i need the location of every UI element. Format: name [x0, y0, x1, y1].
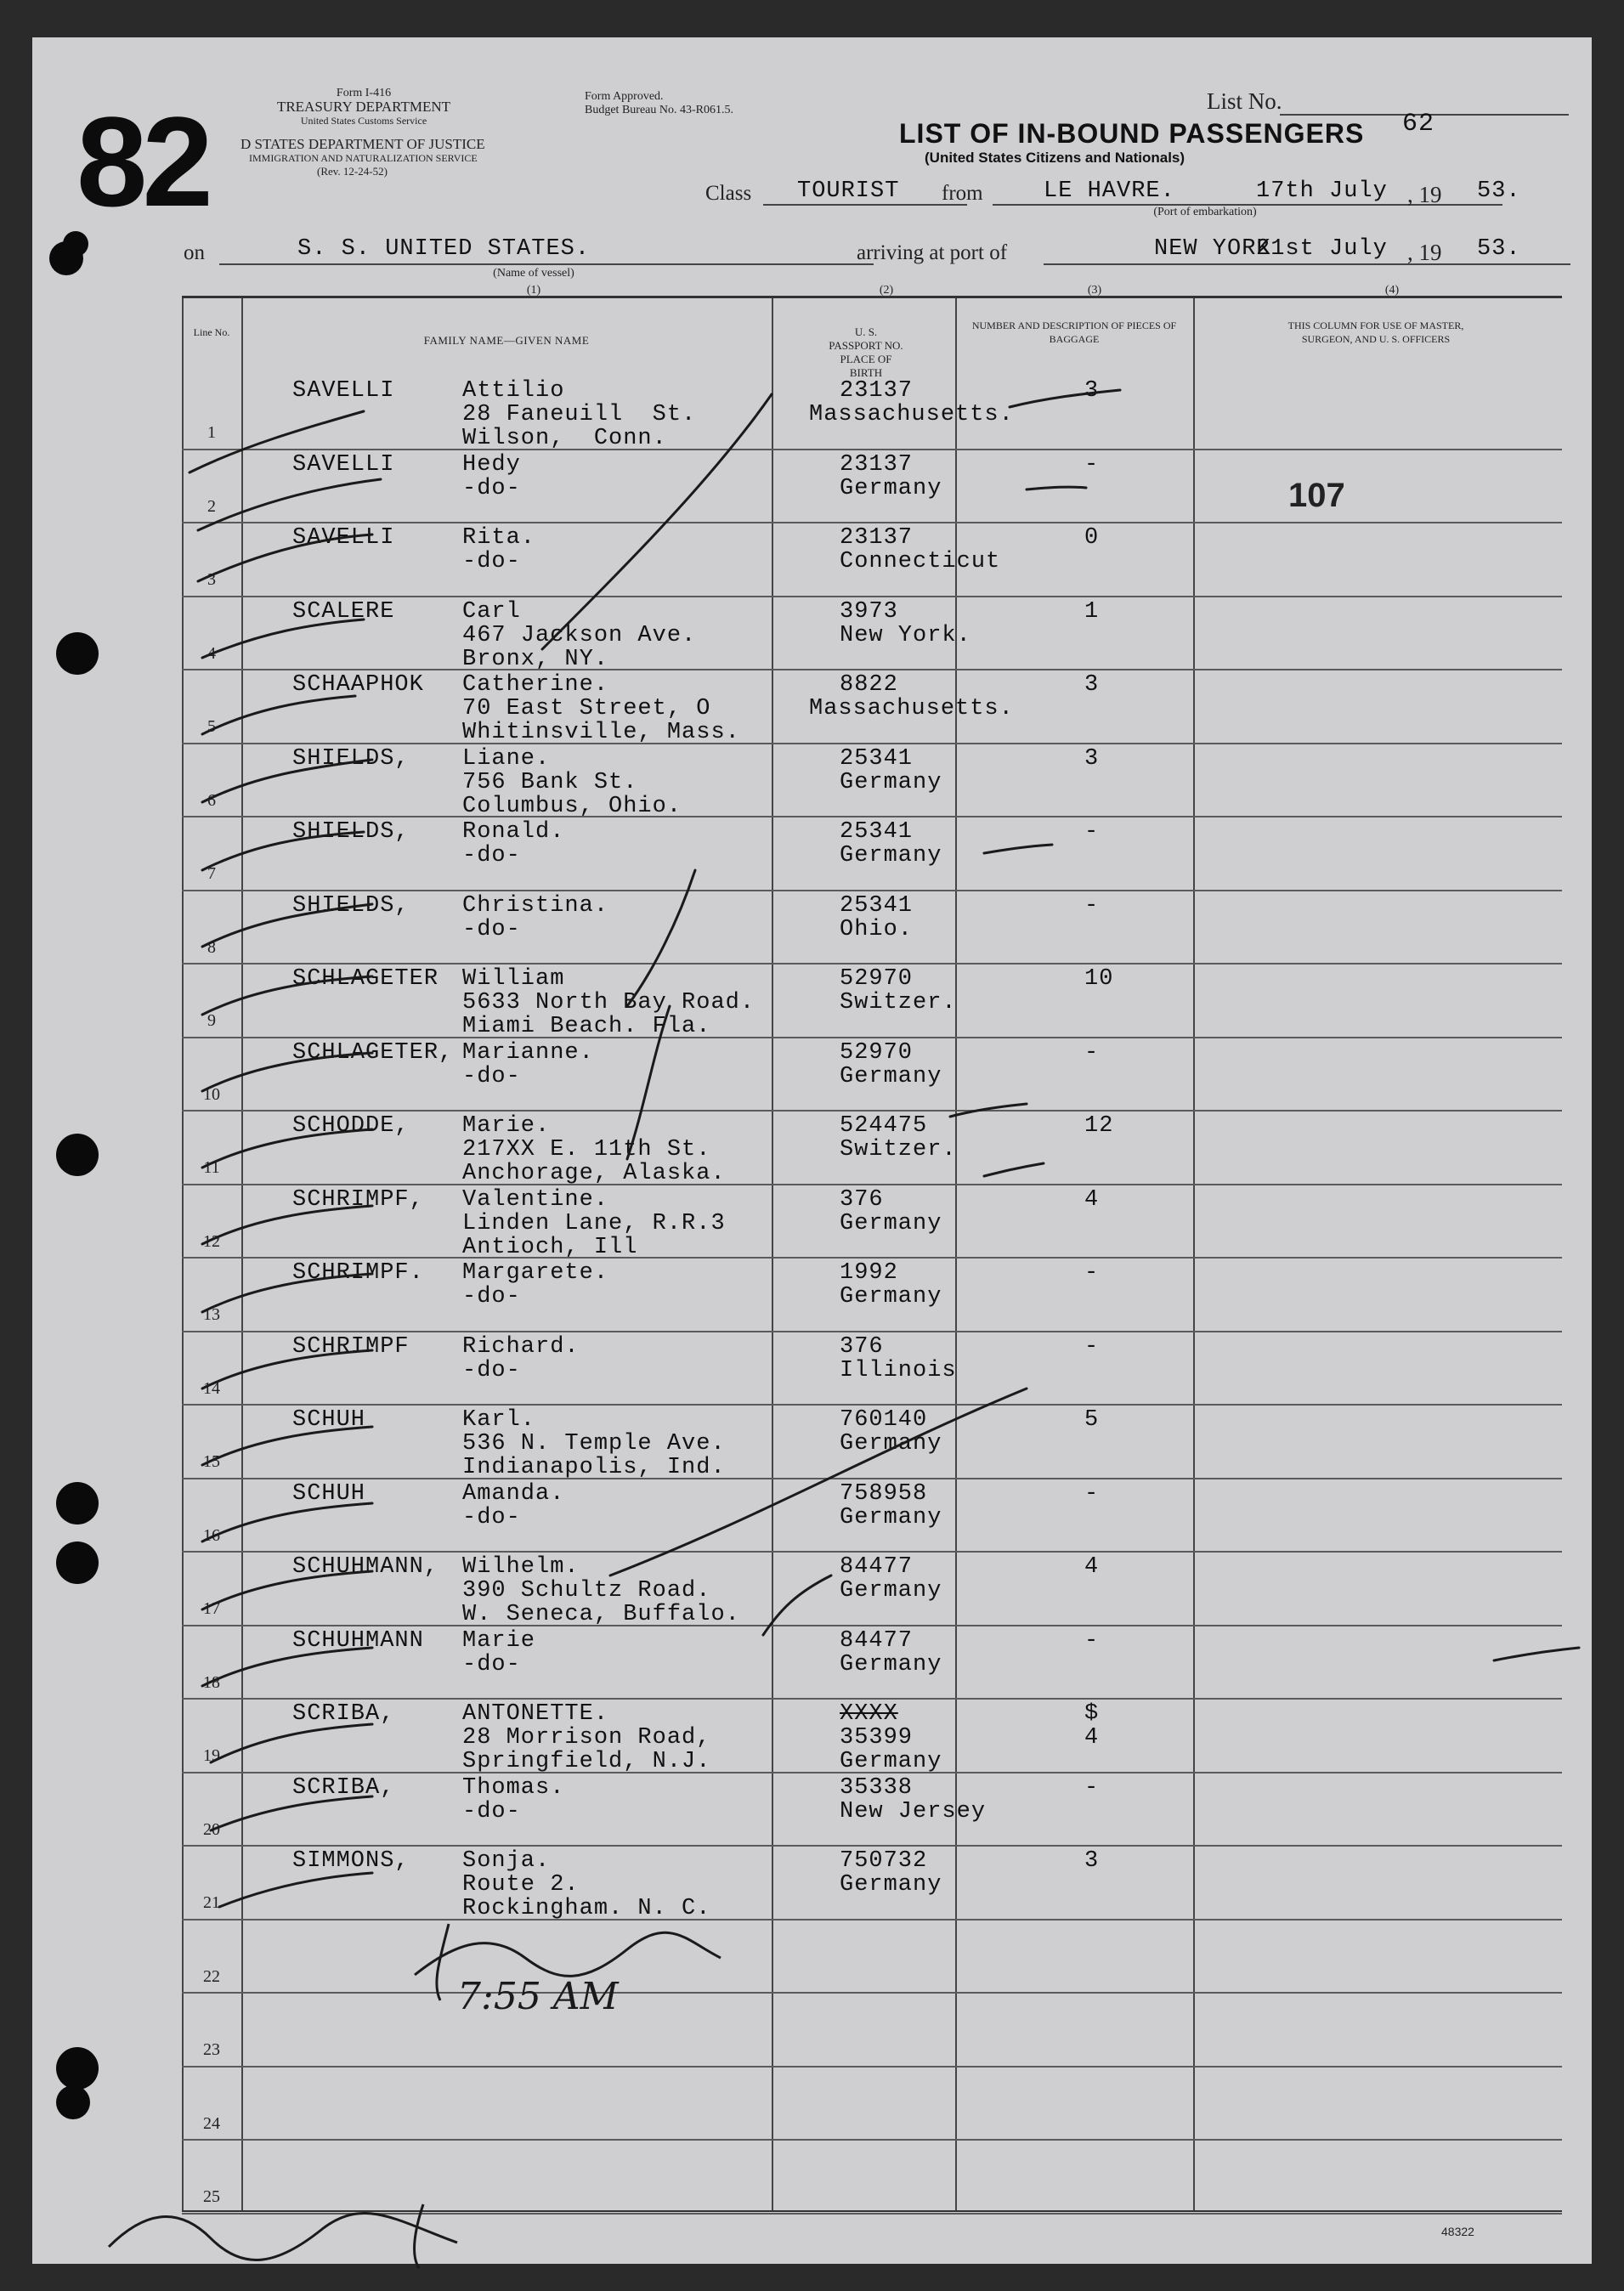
depart-date: 17th July — [1256, 178, 1388, 204]
line-number: 19 — [203, 1746, 220, 1765]
baggage-count: - — [1084, 1774, 1100, 1801]
family-name: SAVELLI — [292, 378, 395, 404]
place-of-birth: Germany — [840, 1872, 942, 1898]
col-num-3: (3) — [1087, 284, 1102, 297]
address-line-2: W. Seneca, Buffalo. — [462, 1602, 740, 1627]
given-name: Christina. — [462, 892, 609, 919]
baggage-count: 3 — [1084, 745, 1100, 772]
line-number: 12 — [203, 1231, 220, 1251]
baggage-count: 5 — [1084, 1407, 1100, 1433]
form-no: Form I-416 — [336, 87, 392, 99]
struck-passport: XXXX — [840, 1701, 898, 1727]
vessel-caption: (Name of vessel) — [493, 267, 574, 280]
baggage-count: 3 — [1084, 378, 1100, 404]
place-of-birth: Illinois — [840, 1357, 957, 1383]
stamp-number: 82 — [76, 90, 208, 233]
col-header-baggage: NUMBER AND DESCRIPTION OF PIECES OF BAGGAGE — [971, 320, 1177, 345]
given-name: ANTONETTE. — [462, 1701, 609, 1727]
baggage-count: - — [1084, 1333, 1100, 1360]
address-line-1: 28 Faneuill St. — [462, 402, 697, 427]
list-no: 62 — [1402, 110, 1435, 139]
page-subtitle: (United States Citizens and Nationals) — [925, 150, 1185, 166]
line-number: 17 — [203, 1599, 220, 1618]
address-line-1: -do- — [462, 549, 521, 574]
signature-bottom — [92, 2196, 500, 2272]
budget-bureau: Budget Bureau No. 43-R061.5. — [585, 104, 733, 116]
given-name: Valentine. — [462, 1186, 609, 1213]
baggage-count: - — [1084, 1260, 1100, 1286]
family-name: SHIELDS, — [292, 745, 410, 772]
given-name: Marie. — [462, 1113, 551, 1139]
address-line-1: 756 Bank St. — [462, 769, 638, 795]
place-of-birth: Massachusetts. — [809, 696, 1014, 721]
place-of-birth: Germany — [840, 1063, 942, 1089]
place-of-birth: Connecticut — [840, 549, 1001, 574]
baggage-count: 10 — [1084, 966, 1114, 992]
line-number: 14 — [203, 1378, 220, 1398]
handwritten-time: 7:55 AM — [457, 1975, 619, 2018]
address-line-1: -do- — [462, 1063, 521, 1089]
line-number: 8 — [207, 937, 216, 957]
address-line-1: -do- — [462, 1357, 521, 1383]
address-line-1: -do- — [462, 1651, 521, 1677]
justice-dept: D STATES DEPARTMENT OF JUSTICE — [240, 136, 485, 152]
line-number: 15 — [203, 1452, 220, 1471]
line-number: 13 — [203, 1305, 220, 1324]
family-name: SAVELLI — [292, 525, 395, 551]
pen-marks — [32, 37, 1592, 2264]
passport-number: 376 — [840, 1333, 884, 1360]
family-name: SCHUH — [292, 1480, 366, 1507]
place-of-birth: Germany — [840, 1749, 942, 1774]
given-name: Richard. — [462, 1333, 580, 1360]
address-line-1: 5633 North Bay Road. — [462, 990, 755, 1015]
given-name: Amanda. — [462, 1480, 565, 1507]
passport-number: 25341 — [840, 819, 914, 845]
address-line-2: Antioch, Ill — [462, 1234, 638, 1260]
family-name: SCHUHMANN — [292, 1627, 424, 1654]
col-num-1: (1) — [526, 284, 541, 297]
place-of-birth: Germany — [840, 475, 942, 501]
given-name: Marianne. — [462, 1039, 594, 1066]
given-name: William — [462, 966, 565, 992]
passport-number: 524475 — [840, 1113, 928, 1139]
passport-number: 8822 — [840, 672, 898, 698]
line-number: 1 — [207, 423, 216, 442]
given-name: Liane. — [462, 745, 551, 772]
given-name: Attilio — [462, 378, 565, 404]
line-number: 6 — [207, 790, 216, 810]
list-no-label: List No. — [1207, 88, 1282, 114]
place-of-birth: Germany — [840, 1431, 942, 1457]
place-of-birth: Germany — [840, 1210, 942, 1236]
address-line-1: 70 East Street, O — [462, 696, 711, 721]
family-name: SCHRIMPF, — [292, 1186, 424, 1213]
struck-baggage: $ — [1084, 1701, 1100, 1727]
address-line-1: Route 2. — [462, 1872, 580, 1898]
given-name: Ronald. — [462, 819, 565, 845]
line-number: 9 — [207, 1011, 216, 1030]
col-header-passport: U. S. PASSPORT NO. PLACE OF BIRTH — [829, 325, 903, 379]
address-line-2: Springfield, N.J. — [462, 1749, 711, 1774]
baggage-count: - — [1084, 1627, 1100, 1654]
col-header-line: Line No. — [193, 326, 230, 338]
passport-number: 23137 — [840, 378, 914, 404]
place-of-birth: Ohio. — [840, 916, 914, 942]
passport-number: 84477 — [840, 1554, 914, 1580]
line-number: 23 — [203, 2040, 220, 2059]
line-number: 5 — [207, 717, 216, 736]
address-line-1: -do- — [462, 843, 521, 868]
address-line-1: -do- — [462, 1284, 521, 1310]
given-name: Marie — [462, 1627, 536, 1654]
line-number: 24 — [203, 2113, 220, 2133]
given-name: Sonja. — [462, 1848, 551, 1874]
family-name: SCHLAGETER, — [292, 1039, 454, 1066]
line-number: 20 — [203, 1819, 220, 1839]
place-of-birth: New Jersey — [840, 1798, 987, 1824]
line-number: 16 — [203, 1525, 220, 1545]
address-line-1: -do- — [462, 1504, 521, 1530]
col-header-officers: THIS COLUMN FOR USE OF MASTER, SURGEON, AND U. S. OFFICERS — [1287, 320, 1464, 345]
baggage-count: - — [1084, 892, 1100, 919]
given-name: Catherine. — [462, 672, 609, 698]
address-line-2: Miami Beach. Fla. — [462, 1014, 711, 1039]
place-of-birth: Switzer. — [840, 1137, 957, 1162]
line-number: 25 — [203, 2187, 220, 2206]
line-number: 22 — [203, 1966, 220, 1986]
depart-year-prefix: , 19 — [1407, 182, 1442, 207]
port-embark-caption: (Port of embarkation) — [1153, 206, 1257, 218]
place-of-birth: Germany — [840, 1284, 942, 1310]
address-line-1: 28 Morrison Road, — [462, 1725, 711, 1751]
line-number: 21 — [203, 1893, 220, 1912]
address-line-2: Columbus, Ohio. — [462, 793, 682, 819]
vessel-name: S. S. UNITED STATES. — [297, 236, 591, 262]
family-name: SHIELDS, — [292, 892, 410, 919]
address-line-1: 467 Jackson Ave. — [462, 622, 697, 648]
family-name: SCHODDE, — [292, 1113, 410, 1139]
place-of-birth: Germany — [840, 1578, 942, 1604]
address-line-1: -do- — [462, 475, 521, 501]
col-header-name: FAMILY NAME—GIVEN NAME — [423, 334, 590, 347]
class-label: Class — [705, 182, 752, 205]
baggage-count: - — [1084, 1480, 1100, 1507]
place-of-birth: New York. — [840, 622, 971, 648]
line-number: 18 — [203, 1672, 220, 1692]
ins-service: IMMIGRATION AND NATURALIZATION SERVICE — [249, 152, 478, 164]
officer-note: 107 — [1288, 477, 1345, 514]
baggage-count: - — [1084, 1039, 1100, 1066]
place-of-birth: Germany — [840, 1651, 942, 1677]
baggage-count: 12 — [1084, 1113, 1114, 1139]
address-line-1: 536 N. Temple Ave. — [462, 1431, 726, 1457]
family-name: SIMMONS, — [292, 1848, 410, 1874]
family-name: SCHUH — [292, 1407, 366, 1433]
passport-number: 84477 — [840, 1627, 914, 1654]
address-line-2: Rockingham. N. C. — [462, 1896, 711, 1921]
address-line-2: Indianapolis, Ind. — [462, 1455, 726, 1480]
family-name: SCRIBA, — [292, 1701, 395, 1727]
passport-number: 23137 — [840, 525, 914, 551]
family-name: SCHRIMPF. — [292, 1260, 424, 1286]
place-of-birth: Germany — [840, 843, 942, 868]
passport-number: 35338 — [840, 1774, 914, 1801]
address-line-2: Anchorage, Alaska. — [462, 1161, 726, 1186]
address-line-2: Whitinsville, Mass. — [462, 720, 740, 745]
passport-number: 1992 — [840, 1260, 898, 1286]
family-name: SCHLAGETER — [292, 966, 439, 992]
baggage-count: - — [1084, 819, 1100, 845]
address-line-1: -do- — [462, 916, 521, 942]
passport-number: 25341 — [840, 892, 914, 919]
place-of-birth: Switzer. — [840, 990, 957, 1015]
baggage-count: 0 — [1084, 525, 1100, 551]
given-name: Margarete. — [462, 1260, 609, 1286]
col-num-4: (4) — [1384, 284, 1400, 297]
address-line-2: Wilson, Conn. — [462, 426, 667, 451]
family-name: SCHUHMANN, — [292, 1554, 439, 1580]
passport-number: 35399 — [840, 1725, 914, 1751]
from-port: LE HAVRE. — [1044, 178, 1175, 204]
class-value: TOURIST — [797, 178, 900, 204]
passport-number: 760140 — [840, 1407, 928, 1433]
passport-number: 376 — [840, 1186, 884, 1213]
baggage-count: 1 — [1084, 598, 1100, 625]
arrival-year-prefix: , 19 — [1407, 240, 1442, 265]
place-of-birth: Massachusetts. — [809, 402, 1014, 427]
passport-number: 23137 — [840, 451, 914, 478]
family-name: SHIELDS, — [292, 819, 410, 845]
passport-number: 25341 — [840, 745, 914, 772]
given-name: Rita. — [462, 525, 536, 551]
baggage-count: 4 — [1084, 1554, 1100, 1580]
address-line-1: Linden Lane, R.R.3 — [462, 1210, 726, 1236]
footer-code: 48322 — [1441, 2225, 1474, 2238]
line-number: 11 — [203, 1158, 220, 1177]
arrival-year: 53. — [1477, 236, 1521, 262]
family-name: SCHAAPHOK — [292, 672, 424, 698]
passport-number: 758958 — [840, 1480, 928, 1507]
passport-number: 52970 — [840, 966, 914, 992]
given-name: Hedy — [462, 451, 521, 478]
line-number: 7 — [207, 864, 216, 883]
from-label: from — [942, 182, 983, 205]
page-title: LIST OF IN-BOUND PASSENGERS — [899, 118, 1365, 149]
family-name: SCHRIMPF — [292, 1333, 410, 1360]
family-name: SAVELLI — [292, 451, 395, 478]
depart-year: 53. — [1477, 178, 1521, 204]
arrival-date: 21st July — [1256, 236, 1388, 262]
baggage-count: 3 — [1084, 672, 1100, 698]
arrival-port: NEW YORK — [1154, 236, 1271, 262]
baggage-count: 4 — [1084, 1186, 1100, 1213]
arriving-label: arriving at port of — [857, 241, 1008, 264]
line-number: 2 — [207, 496, 216, 516]
passport-number: 750732 — [840, 1848, 928, 1874]
address-line-2: Bronx, NY. — [462, 646, 609, 672]
address-line-1: -do- — [462, 1798, 521, 1824]
passport-number: 3973 — [840, 598, 898, 625]
given-name: Carl — [462, 598, 521, 625]
baggage-count: - — [1084, 451, 1100, 478]
place-of-birth: Germany — [840, 769, 942, 795]
address-line-1: 390 Schultz Road. — [462, 1578, 711, 1604]
baggage-count: 4 — [1084, 1725, 1100, 1751]
place-of-birth: Germany — [840, 1504, 942, 1530]
line-number: 3 — [207, 570, 216, 589]
col-num-2: (2) — [879, 284, 894, 297]
revision: (Rev. 12-24-52) — [317, 165, 388, 178]
address-line-1: 217XX E. 11th St. — [462, 1137, 711, 1162]
line-number: 10 — [203, 1084, 220, 1104]
form-approved: Form Approved. — [585, 90, 664, 103]
given-name: Thomas. — [462, 1774, 565, 1801]
baggage-count: 3 — [1084, 1848, 1100, 1874]
treasury-dept: TREASURY DEPARTMENT — [276, 99, 451, 115]
line-number: 4 — [207, 643, 216, 663]
given-name: Wilhelm. — [462, 1554, 580, 1580]
family-name: SCALERE — [292, 598, 395, 625]
family-name: SCRIBA, — [292, 1774, 395, 1801]
manifest-sheet — [32, 37, 1592, 2264]
on-label: on — [184, 241, 205, 264]
passport-number: 52970 — [840, 1039, 914, 1066]
given-name: Karl. — [462, 1407, 536, 1433]
customs-service: United States Customs Service — [300, 115, 427, 127]
